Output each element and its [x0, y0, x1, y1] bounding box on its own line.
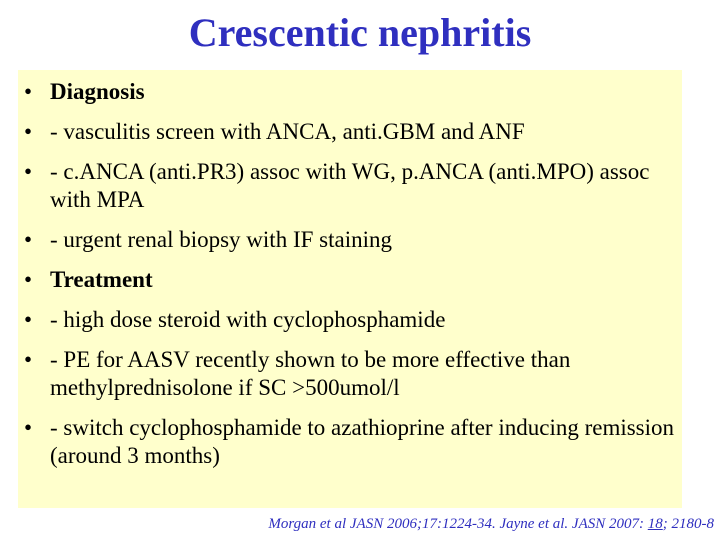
bullet-text: - high dose steroid with cyclophosphamide [50, 307, 446, 332]
bullet-marker: • [24, 119, 33, 144]
citation-text-start: Morgan et al JASN 2006;17:1224-34. Jayne et al. JASN 2007: [268, 516, 648, 532]
bullet-text: - urgent renal biopsy with IF staining [50, 227, 392, 252]
bullet-marker: • [24, 159, 33, 184]
bullet-marker: • [24, 79, 33, 104]
bullet-item-anca-association [18, 158, 678, 214]
slide-title: Crescentic nephritis [188, 10, 532, 55]
bullet-item-steroid [18, 306, 678, 334]
bullet-item-azathioprine-switch [18, 414, 678, 470]
citation [268, 514, 714, 534]
citation-volume: 18 [647, 516, 663, 532]
bullet-text: - vasculitis screen with ANCA, anti.GBM and ANF [50, 119, 525, 144]
bullet-item-plasma-exchange [18, 346, 678, 402]
bullet-marker: • [24, 347, 33, 372]
bullet-item-diagnosis [18, 78, 678, 106]
bullet-marker: • [24, 415, 33, 440]
bullet-marker: • [24, 307, 33, 332]
bullet-text: Treatment [50, 267, 153, 292]
bullet-list [18, 78, 678, 482]
bullet-text: - switch cyclophosphamide to azathioprine after inducing remission (around 3 months) [50, 415, 675, 468]
bullet-item-renal-biopsy [18, 226, 678, 254]
bullet-text: - c.ANCA (anti.PR3) assoc with WG, p.ANCA (anti.MPO) assoc with MPA [50, 159, 650, 212]
content-box [18, 70, 682, 508]
bullet-item-vasculitis-screen [18, 118, 678, 146]
citation-text-end: ; 2180-8 [662, 516, 714, 532]
bullet-text: Diagnosis [50, 79, 145, 104]
bullet-marker: • [24, 227, 33, 252]
bullet-item-treatment [18, 266, 678, 294]
bullet-text: - PE for AASV recently shown to be more effective than methylprednisolone if SC >500umol/l [50, 347, 571, 400]
bullet-marker: • [24, 267, 33, 292]
